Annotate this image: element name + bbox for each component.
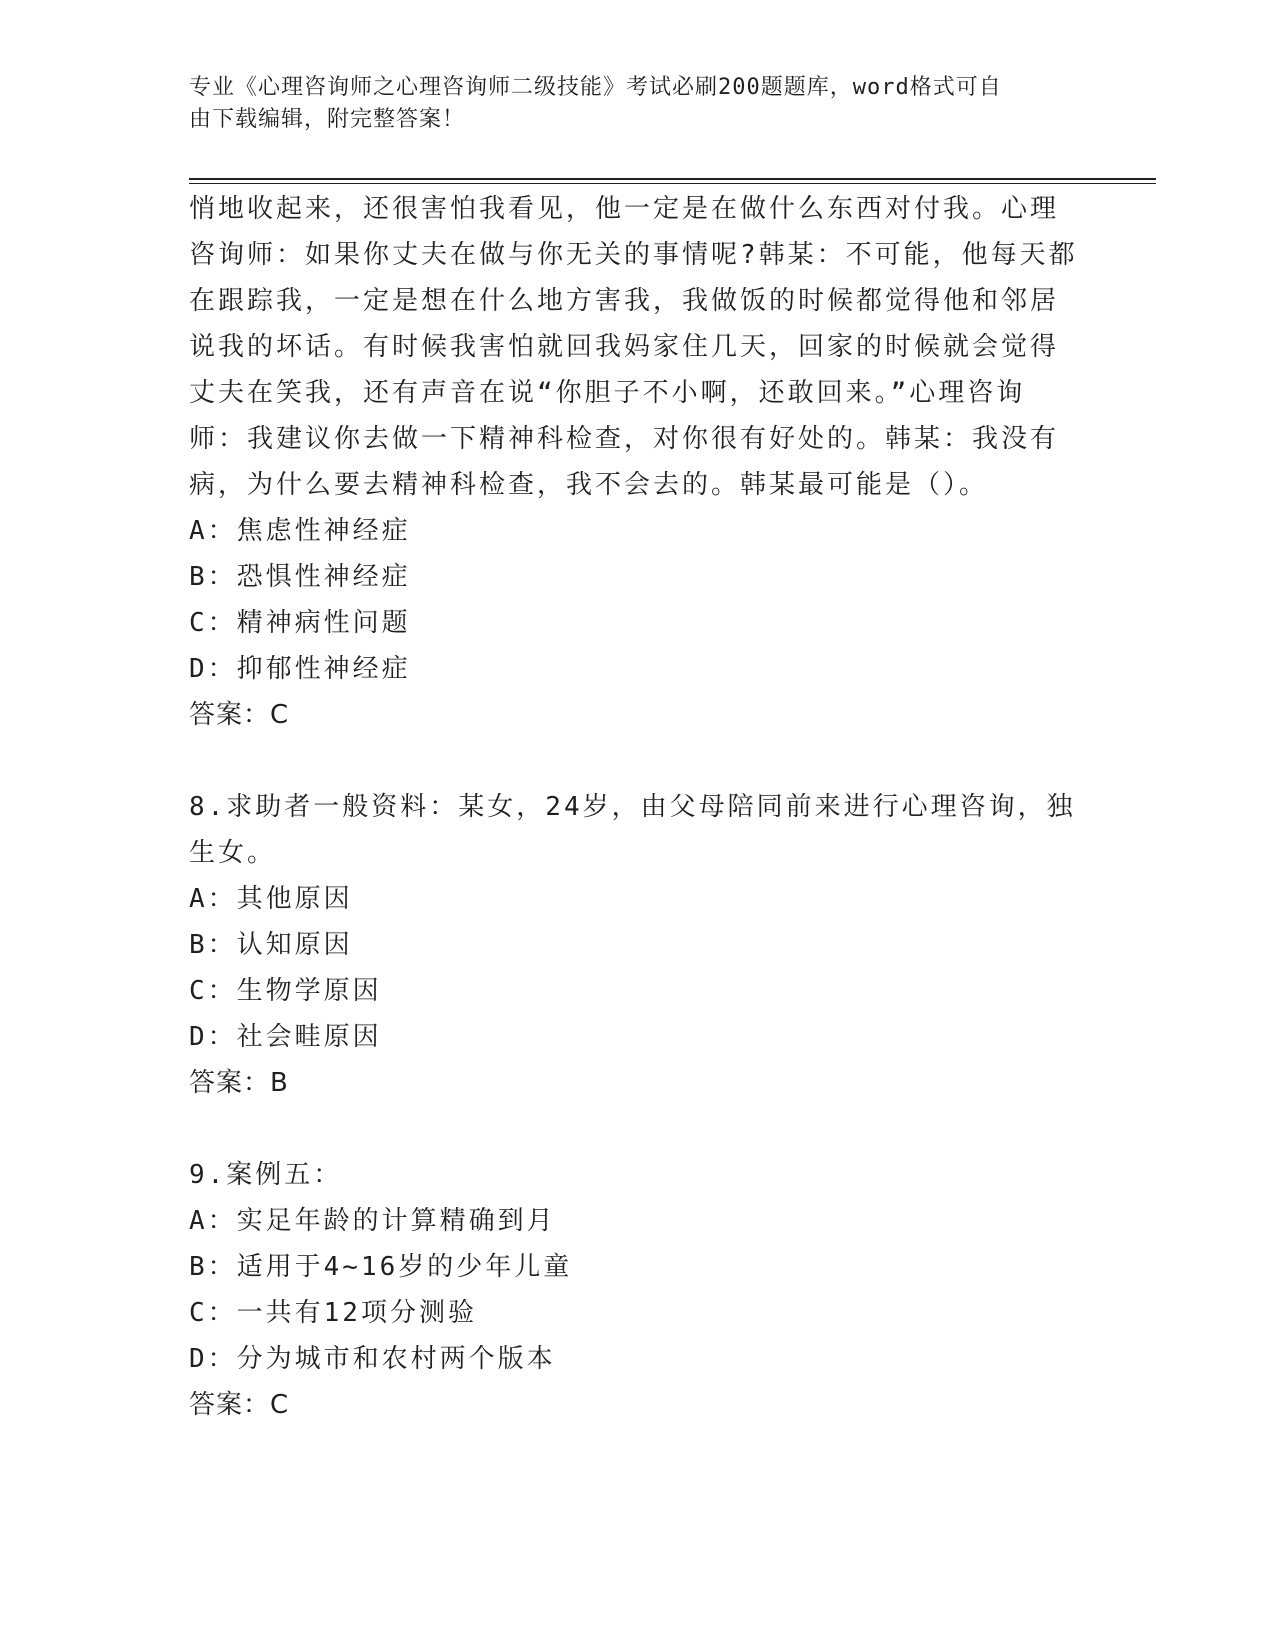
option-b: B：适用于4~16岁的少年儿童 [189, 1252, 573, 1282]
header-divider [189, 178, 1156, 180]
option-a: A：其他原因 [189, 884, 353, 914]
option-c: C：一共有12项分测验 [189, 1298, 477, 1328]
question-8 [189, 784, 1089, 1106]
question-9 [189, 1152, 1089, 1428]
question-7 [189, 186, 1089, 738]
header-divider-thin [189, 183, 1156, 184]
header-line: 由下载编辑，附完整答案！ [189, 107, 466, 132]
question-stem-line: 8.求助者一般资料：某女，24岁，由父母陪同前来进行心理咨询，独 [189, 792, 1076, 822]
option-d: D：社会畦原因 [189, 1022, 382, 1052]
option-b: B：认知原因 [189, 930, 353, 960]
option-a: A：焦虑性神经症 [189, 516, 411, 546]
spacer [189, 738, 1089, 784]
answer-line: 答案：C [189, 700, 290, 730]
question-stem-line: 悄地收起来，还很害怕我看见，他一定是在做什么东西对付我。心理 [189, 194, 1060, 224]
answer-line: 答案：B [189, 1068, 289, 1098]
spacer [189, 1106, 1089, 1152]
document-body [189, 186, 1089, 1428]
page-header [189, 72, 1089, 136]
option-a: A：实足年龄的计算精确到月 [189, 1206, 556, 1236]
question-stem-line: 丈夫在笑我，还有声音在说“你胆子不小啊，还敢回来。”心理咨询 [189, 378, 1026, 408]
option-d: D：抑郁性神经症 [189, 654, 411, 684]
answer-line: 答案：C [189, 1390, 290, 1420]
question-stem-line: 咨询师：如果你丈夫在做与你无关的事情呢?韩某：不可能，他每天都 [189, 240, 1078, 270]
question-stem-line: 9.案例五： [189, 1160, 343, 1190]
option-b: B：恐惧性神经症 [189, 562, 411, 592]
question-stem-line: 说我的坏话。有时候我害怕就回我妈家住几天，回家的时候就会觉得 [189, 332, 1060, 362]
question-stem-line: 在跟踪我，一定是想在什么地方害我，我做饭的时候都觉得他和邻居 [189, 286, 1060, 316]
question-stem-line: 病，为什么要去精神科检查，我不会去的。韩某最可能是（）。 [189, 470, 989, 500]
question-stem-line: 师：我建议你去做一下精神科检查，对你很有好处的。韩某：我没有 [189, 424, 1060, 454]
option-d: D：分为城市和农村两个版本 [189, 1344, 556, 1374]
question-stem-line: 生女。 [189, 838, 277, 868]
option-c: C：精神病性问题 [189, 608, 411, 638]
option-c: C：生物学原因 [189, 976, 382, 1006]
header-line: 专业《心理咨询师之心理咨询师二级技能》考试必刷200题题库，word格式可自 [189, 75, 1002, 100]
